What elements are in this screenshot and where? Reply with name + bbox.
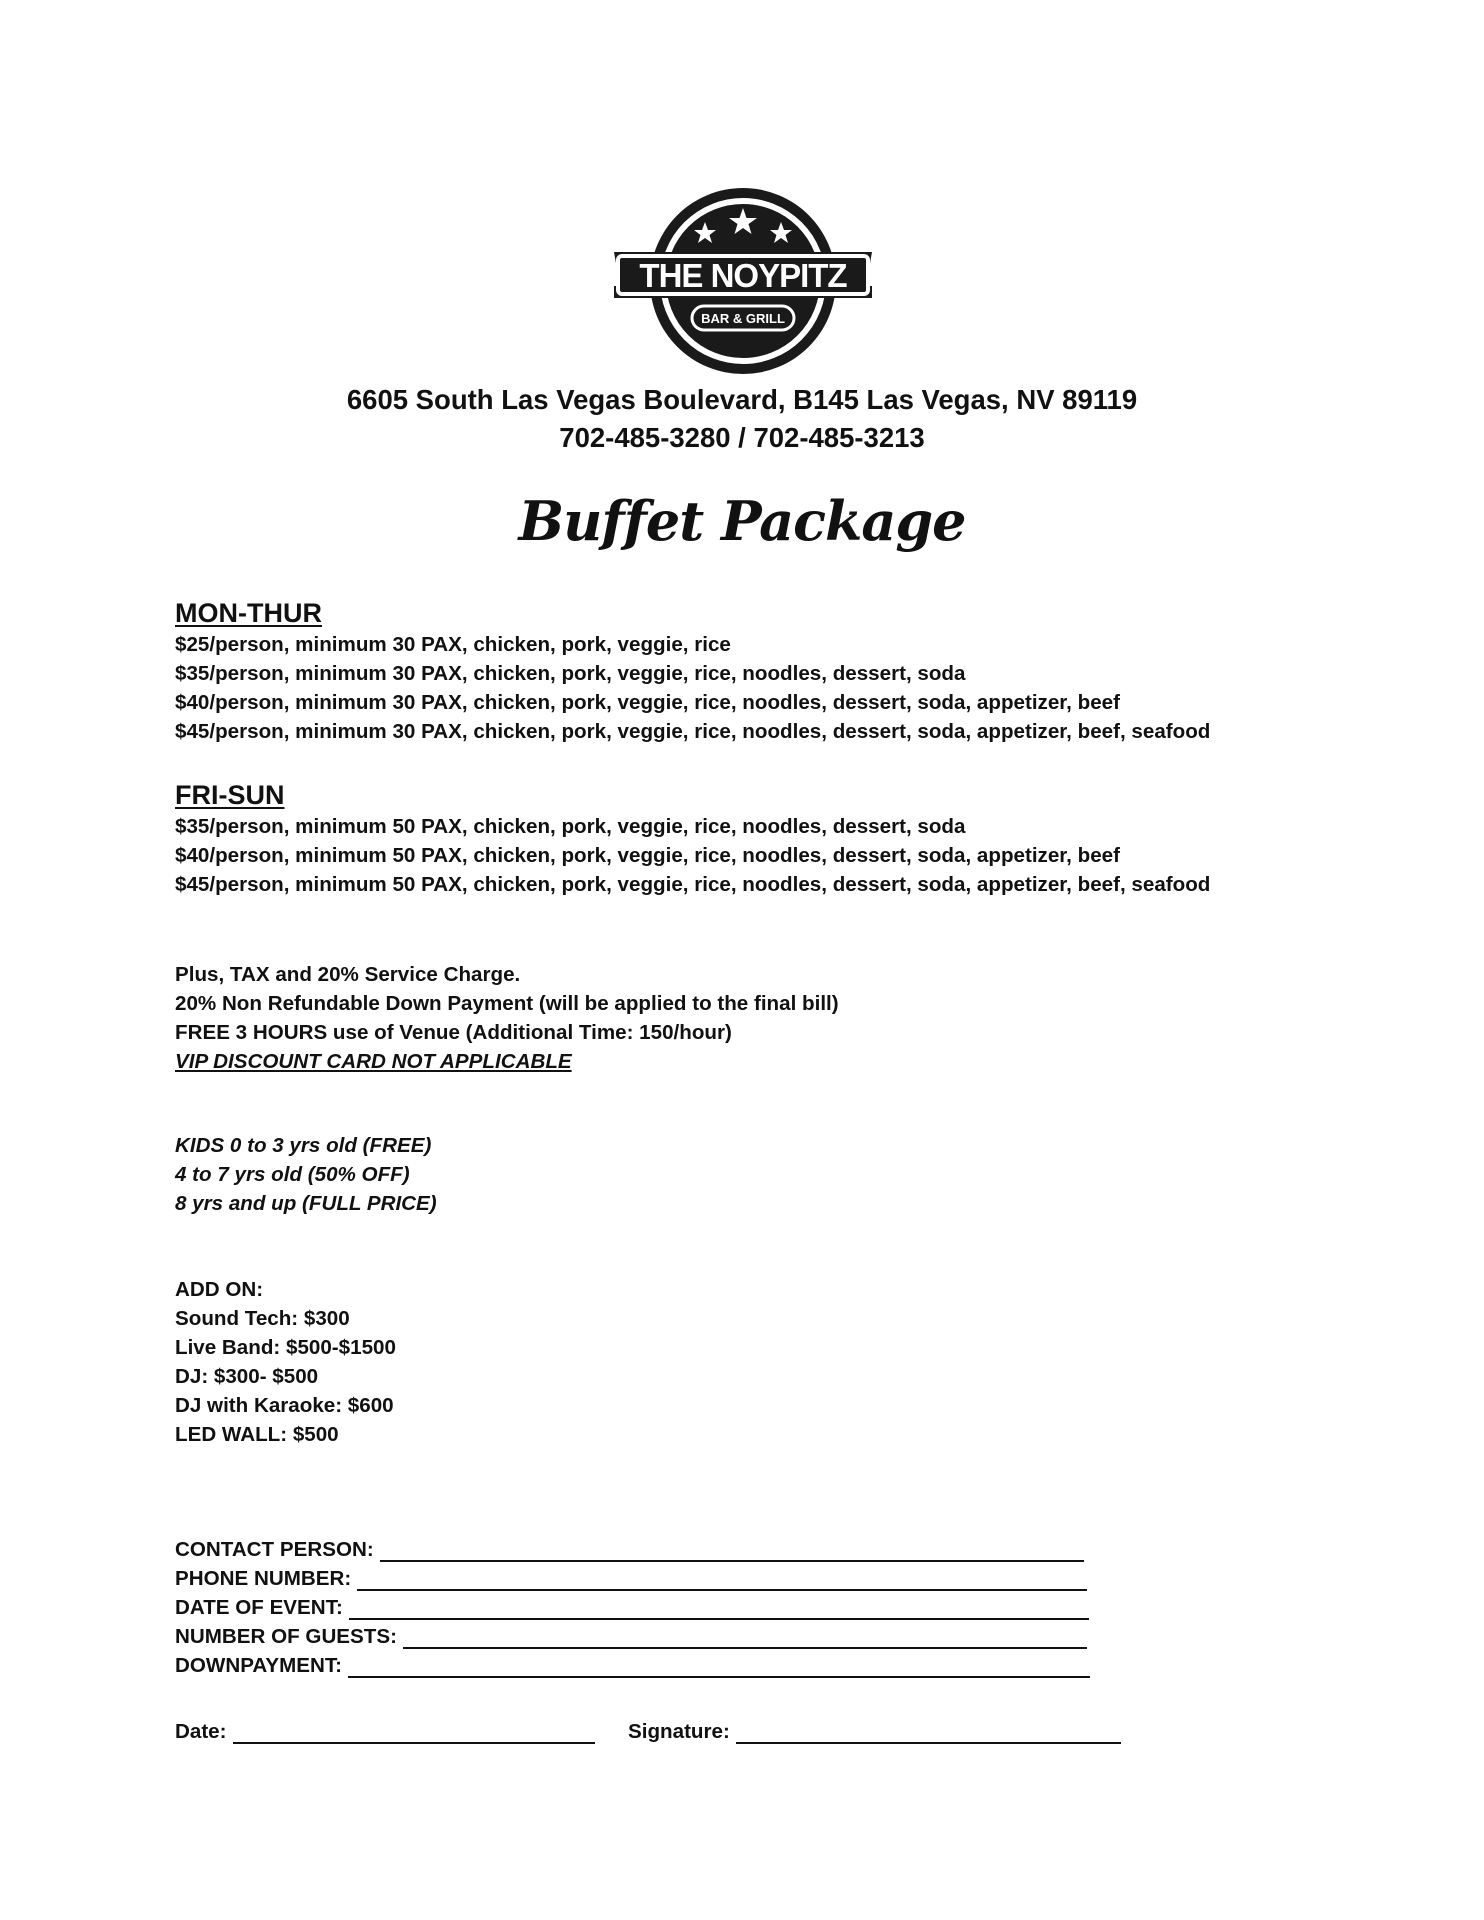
- page-title: Buffet Package: [518, 489, 966, 553]
- add-on-section: [175, 1275, 1355, 1449]
- contact-person-row: [175, 1533, 1355, 1562]
- add-on-item: DJ: $300- $500: [175, 1365, 319, 1388]
- terms-line: 20% Non Refundable Down Payment (will be applied to the final bill): [175, 992, 839, 1015]
- contact-person-label: CONTACT PERSON:: [175, 1538, 374, 1561]
- date-of-event-row: [175, 1591, 1355, 1620]
- add-on-item: Live Band: $500-$1500: [175, 1336, 396, 1359]
- date-row: [175, 1715, 595, 1744]
- mon-thur-section: [175, 596, 1355, 746]
- fri-sun-line: $40/person, minimum 50 PAX, chicken, pork, veggie, rice, noodles, dessert, soda, appetizer, beef: [175, 844, 1120, 867]
- add-on-heading: ADD ON:: [175, 1278, 264, 1301]
- downpayment-row: [175, 1649, 1355, 1678]
- date-label: Date:: [175, 1720, 227, 1743]
- phone-number-row: [175, 1562, 1355, 1591]
- noypitz-logo: [610, 182, 876, 380]
- terms-line: Plus, TAX and 20% Service Charge.: [175, 963, 521, 986]
- number-of-guests-label: NUMBER OF GUESTS:: [175, 1625, 397, 1648]
- date-of-event-label: DATE OF EVENT:: [175, 1596, 343, 1619]
- downpayment-label: DOWNPAYMENT:: [175, 1654, 343, 1677]
- mon-thur-line: $35/person, minimum 30 PAX, chicken, pork, veggie, rice, noodles, dessert, soda: [175, 662, 966, 685]
- kids-line: 4 to 7 yrs old (50% OFF): [175, 1163, 410, 1186]
- mon-thur-line: $45/person, minimum 30 PAX, chicken, pork, veggie, rice, noodles, dessert, soda, appetizer, beef, seafood: [175, 720, 1211, 743]
- number-of-guests-blank[interactable]: [403, 1625, 1087, 1649]
- signature-field: [628, 1715, 1121, 1744]
- kids-line: 8 yrs and up (FULL PRICE): [175, 1192, 437, 1215]
- add-on-item: Sound Tech: $300: [175, 1307, 350, 1330]
- add-on-item: DJ with Karaoke: $600: [175, 1394, 394, 1417]
- signature-blank[interactable]: [736, 1720, 1121, 1744]
- vip-notice: VIP DISCOUNT CARD NOT APPLICABLE: [175, 1050, 572, 1073]
- venue-address: 6605 South Las Vegas Boulevard, B145 Las Vegas, NV 89119: [346, 384, 1138, 415]
- mon-thur-line: $40/person, minimum 30 PAX, chicken, pork, veggie, rice, noodles, dessert, soda, appetizer, beef: [175, 691, 1120, 714]
- date-of-event-blank[interactable]: [349, 1596, 1089, 1620]
- mon-thur-line: $25/person, minimum 30 PAX, chicken, pork, veggie, rice: [175, 633, 731, 656]
- booking-form: [175, 1533, 1355, 1678]
- mon-thur-heading: MON-THUR: [175, 598, 322, 628]
- venue-phones: 702-485-3280 / 702-485-3213: [559, 422, 925, 453]
- fri-sun-section: [175, 778, 1355, 899]
- add-on-item: LED WALL: $500: [175, 1423, 339, 1446]
- downpayment-blank[interactable]: [348, 1654, 1090, 1678]
- fri-sun-line: $45/person, minimum 50 PAX, chicken, pork, veggie, rice, noodles, dessert, soda, appetizer, beef, seafood: [175, 873, 1211, 896]
- kids-pricing-section: [175, 1131, 1355, 1218]
- fri-sun-heading: FRI-SUN: [175, 780, 285, 810]
- date-blank[interactable]: [233, 1720, 595, 1744]
- logo-tagline: BAR & GRILL: [701, 311, 785, 326]
- signature-label: Signature:: [628, 1720, 730, 1743]
- fri-sun-line: $35/person, minimum 50 PAX, chicken, pork, veggie, rice, noodles, dessert, soda: [175, 815, 966, 838]
- signature-row: [175, 1715, 1175, 1745]
- terms-line: FREE 3 HOURS use of Venue (Additional Time: 150/hour): [175, 1021, 732, 1044]
- logo-name: THE NOYPITZ: [639, 257, 847, 294]
- kids-line: KIDS 0 to 3 yrs old (FREE): [175, 1134, 432, 1157]
- number-of-guests-row: [175, 1620, 1355, 1649]
- terms-section: [175, 960, 1355, 1076]
- contact-person-blank[interactable]: [380, 1538, 1084, 1562]
- phone-number-blank[interactable]: [357, 1567, 1087, 1591]
- phone-number-label: PHONE NUMBER:: [175, 1567, 352, 1590]
